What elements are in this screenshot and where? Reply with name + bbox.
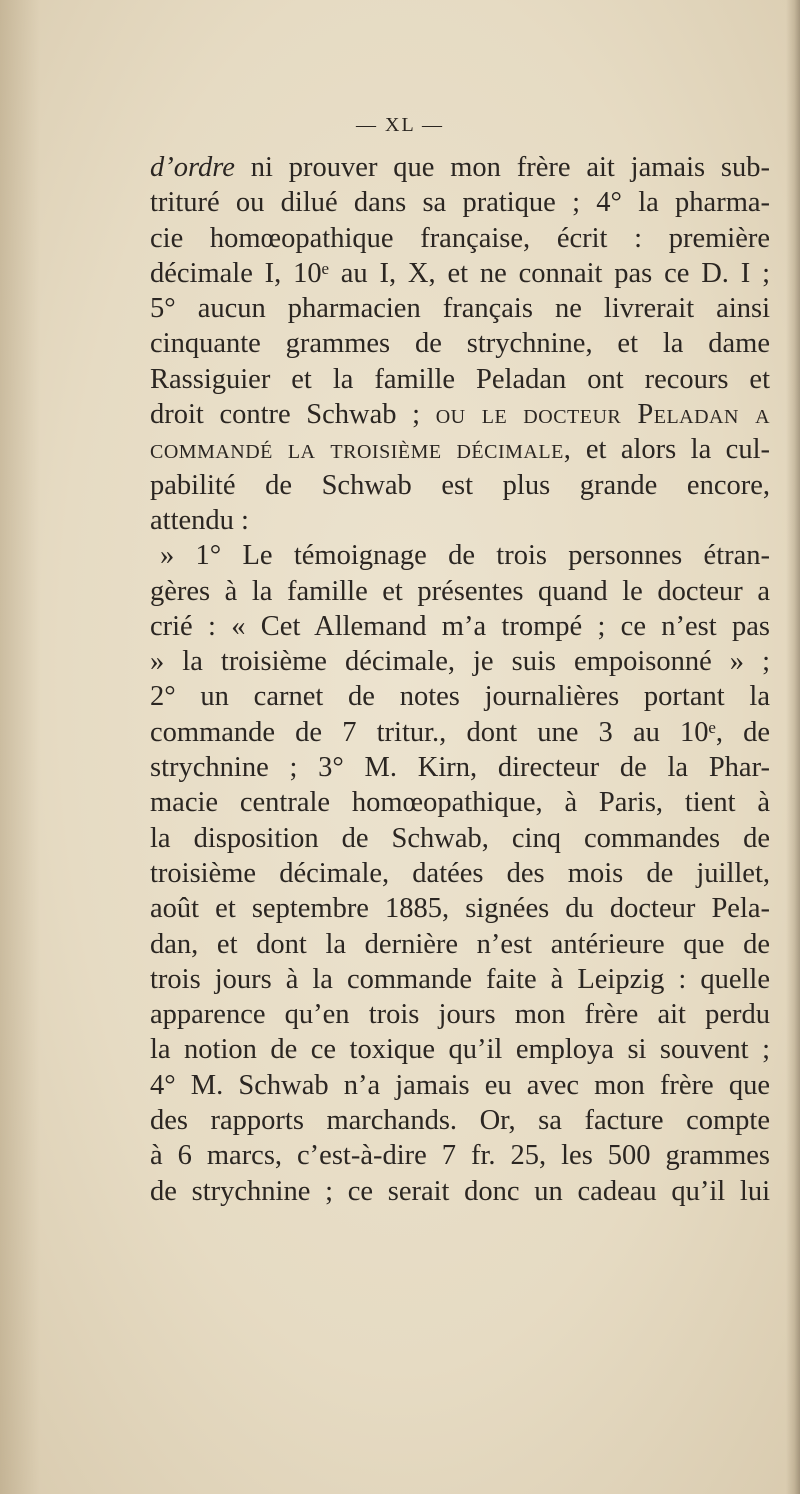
text-span: dan, et dont la dernière n’est antérieure que de (150, 928, 770, 960)
text-span: » la troisième décimale, je suis empoisonné » ; (150, 646, 770, 678)
text-line (150, 1068, 770, 1103)
text-span: droit contre Schwab ; (150, 399, 436, 431)
text-span: ni prouver que mon frère ait jamais sub- (234, 152, 770, 183)
text-line (150, 821, 770, 856)
text-span: et alors la cul- (571, 434, 770, 466)
text-line (150, 503, 770, 538)
text-line (150, 256, 770, 291)
text-span: gères à la famille et présentes quand le docteur a (150, 575, 770, 607)
body-text (150, 150, 770, 1209)
text-line (150, 1138, 770, 1173)
text-span: attendu : (150, 504, 249, 536)
text-line (150, 185, 770, 220)
text-line (150, 221, 770, 256)
text-span: 5° aucun pharmacien français ne livrerait ainsi (150, 293, 770, 325)
text-span: cinquante grammes de strychnine, et la dame (150, 328, 770, 360)
text-line (150, 397, 770, 432)
page-header: — XL — (356, 114, 444, 136)
text-line (150, 432, 770, 467)
text-span: la disposition de Schwab, cinq commandes de (150, 822, 770, 854)
text-line (150, 715, 770, 750)
text-line (150, 1032, 770, 1067)
text-line (150, 609, 770, 644)
text-line (150, 750, 770, 785)
text-span: la notion de ce toxique qu’il employa si souvent ; (150, 1034, 770, 1066)
text-line (150, 538, 770, 573)
text-span: d’ordre (150, 152, 235, 183)
text-line (150, 891, 770, 926)
text-line (150, 362, 770, 397)
text-span: troisième décimale, datées des mois de juillet, (150, 857, 770, 889)
text-span: crié : « Cet Allemand m’a trompé ; ce n’est pas (150, 610, 770, 642)
text-span: strychnine ; 3° M. Kirn, directeur de la Phar- (150, 752, 770, 784)
text-span: Rassiguier et la famille Peladan ont recours et (150, 363, 770, 395)
text-span: » 1° Le témoignage de trois personnes étran- (160, 540, 770, 572)
text-span: à 6 marcs, c’est-à-dire 7 fr. 25, les 500 grammes (150, 1140, 770, 1172)
text-line (150, 679, 770, 714)
text-span: 4° M. Schwab n’a jamais eu avec mon frère que (150, 1069, 770, 1101)
text-line (150, 468, 770, 503)
text-line (150, 1174, 770, 1209)
text-span: pabilité de Schwab est plus grande encore, (150, 469, 770, 501)
text-span: commandé la troisième décimale, (150, 434, 572, 466)
text-span: décimale I, 10ᵉ au I, X, et ne connait pas ce D. I ; (150, 257, 770, 289)
text-span: cie homœopathique française, écrit : première (150, 222, 770, 254)
text-line (150, 856, 770, 891)
text-span: trois jours à la commande faite à Leipzig : quelle (150, 963, 770, 995)
text-line (150, 644, 770, 679)
text-span: trituré ou dilué dans sa pratique ; 4° la pharma- (150, 187, 770, 219)
text-line (150, 574, 770, 609)
text-line (150, 997, 770, 1032)
text-line (150, 1103, 770, 1138)
text-span: commande de 7 tritur., dont une 3 au 10ᵉ, de (150, 716, 770, 748)
text-line (150, 150, 770, 185)
page-shadow-right (786, 0, 800, 1494)
page-shadow-left (0, 0, 40, 1494)
text-line (150, 962, 770, 997)
text-span: 2° un carnet de notes journalières portant la (150, 681, 770, 713)
text-line (150, 785, 770, 820)
text-line (150, 927, 770, 962)
text-span: des rapports marchands. Or, sa facture compte (150, 1105, 770, 1137)
text-span: ou le docteur Peladan a (435, 399, 771, 431)
text-span: août et septembre 1885, signées du docteur Pela- (150, 893, 770, 925)
text-span: apparence qu’en trois jours mon frère ait perdu (150, 999, 770, 1031)
text-span: de strychnine ; ce serait donc un cadeau qu’il lui (150, 1175, 770, 1207)
text-span: macie centrale homœopathique, à Paris, tient à (150, 787, 770, 819)
text-line (150, 326, 770, 361)
text-line (150, 291, 770, 326)
